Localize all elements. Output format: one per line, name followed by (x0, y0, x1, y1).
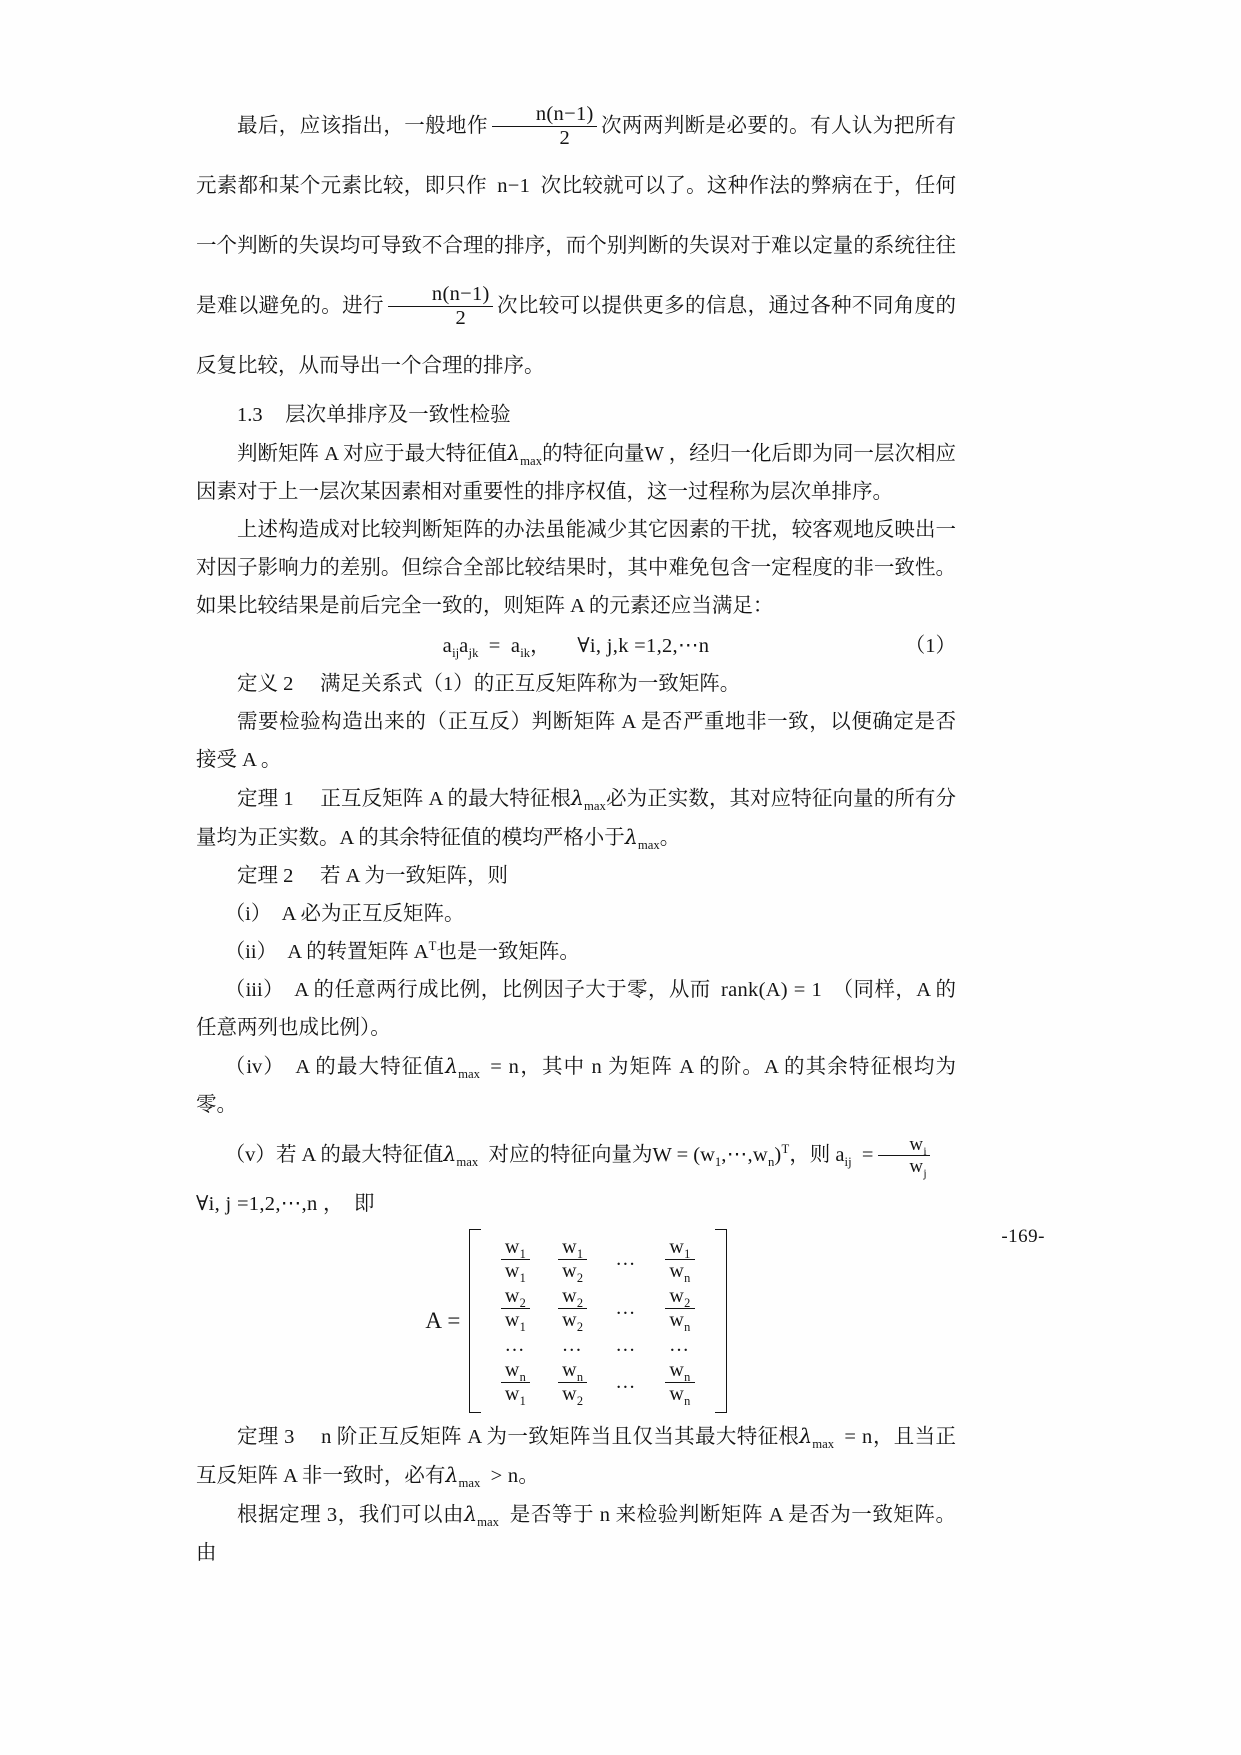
page-content (196, 96, 956, 1572)
theorem-2-text: 若 A 为一致矩阵，则 (320, 865, 508, 887)
item-iv-text-b: ，其中 n 为矩阵 A 的阶。A 的其余特征根均为零。 (196, 1056, 956, 1116)
lambda-symbol: λ (624, 825, 638, 849)
paragraph-intro (196, 96, 956, 396)
item-v-text-a: 若 A 的最大特征值 (275, 1144, 444, 1166)
theorem-2-item-iii (196, 971, 956, 1047)
fraction-n-n-minus-1-over-2-first (492, 103, 597, 150)
p3-text: 上述构造成对比较判断矩阵的办法虽能减少其它因素的干扰，较客观地反映出一对因子影响力的差别。但综合全部比较结果时，其中难免包含一定程度的非一致性。如果比较结果是前后完全一致的，则矩阵 A 的元素还应当满足： (196, 519, 956, 617)
w-subscript-1: 1 (714, 1155, 722, 1170)
fraction-numerator: n(n−1) (431, 282, 490, 305)
eq1-equals: = (488, 635, 501, 657)
definition-2-text: 满足关系式（1）的正互反矩阵称为一致矩阵。 (320, 673, 741, 695)
lambda-symbol: λ (445, 1463, 459, 1487)
theorem-3-label: 定理 3 (237, 1426, 295, 1448)
matrix-cell: $\frac{w_n}{w_2}$ (544, 1358, 601, 1407)
section-title: 层次单排序及一致性检验 (285, 404, 511, 426)
lambda-subscript: max (458, 1476, 481, 1491)
item-v-vector-close: ) (774, 1144, 782, 1166)
paragraph-conclusion (196, 1495, 956, 1572)
theorem-3 (196, 1417, 956, 1495)
matrix-cell-ellipsis: … (561, 1334, 584, 1356)
lambda-symbol: λ (464, 1502, 478, 1526)
fraction-denominator: 2 (388, 306, 493, 330)
transpose-superscript: T (781, 1142, 790, 1157)
item-iii-text-a: A 的任意两行成比例，比例因子大于零，从而 (294, 979, 711, 1001)
item-i-text: A 必为正互反矩阵。 (281, 903, 465, 925)
lambda-subscript: max (637, 838, 660, 853)
transpose-superscript: T (428, 939, 437, 954)
theorem-2 (196, 857, 956, 895)
theorem-3-text-c: 。 (518, 1465, 539, 1487)
rank-expression: rank(A) = 1 (720, 979, 822, 1001)
item-ii-text-b: 也是一致矩阵。 (436, 941, 580, 963)
item-v-vector-middle: ,⋯,w (721, 1144, 769, 1166)
p1-tail-text-2: 次比较可以提供更多的信息，通过各种不同角度的反复比较，从而导出一个合理的排序。 (196, 295, 956, 377)
item-v-quantifier-line (196, 1185, 956, 1223)
p1-tail-text: 次比较就可以了。这种作法的弊病在于，任何一个判断的失误均可导致不合理的排序，而个别判断的失误对于难以定量的系统往往是难以避免的。进行 (196, 175, 957, 317)
item-ii-text-a: A 的转置矩阵 A (287, 941, 429, 963)
fraction-denominator: $w_j$ (878, 1155, 930, 1177)
item-iv-text-a: A 的最大特征值 (295, 1056, 446, 1078)
lambda-subscript: max (520, 454, 543, 469)
p1-text-after-fraction: 次两两判断是必要的。有人认为把所有元素都和某个元素比较，即只作 (196, 115, 957, 197)
theorem-3-text-b: ，且当正互反矩阵 A 非一致时，必有 (196, 1426, 956, 1487)
eq1-a-ij-subscript: ij (452, 646, 460, 661)
p1-text-before-fraction: 最后，应该指出，一般地作 (237, 115, 488, 137)
fraction-denominator: 2 (492, 126, 597, 150)
fraction-numerator: $w_i$ (909, 1133, 927, 1158)
item-v-quantifier: ∀i, j =1,2,⋯,n ， (196, 1193, 344, 1215)
matrix-cell: $\frac{w_2}{w_n}$ (651, 1284, 708, 1333)
eq1-a-jk-subscript: jk (468, 646, 479, 661)
item-ii-marker: （ii） (224, 941, 278, 963)
matrix-row (487, 1235, 709, 1284)
paragraph-single-ranking (196, 434, 956, 511)
fraction-wi-over-wj (878, 1133, 930, 1180)
theorem-3-inequality: > n (490, 1465, 519, 1487)
matrix-cell: $\frac{w_1}{w_1}$ (487, 1235, 544, 1284)
eq1-comma: ， (530, 635, 551, 657)
lambda-symbol: λ (507, 441, 521, 465)
matrix-display-A (196, 1229, 956, 1413)
matrix-cell: $\frac{w_1}{w_2}$ (544, 1235, 601, 1284)
theorem-2-label: 定理 2 (237, 865, 294, 887)
lambda-subscript: max (458, 1067, 480, 1082)
item-iii-marker: （iii） (224, 979, 284, 1001)
lambda-subscript: max (812, 1437, 835, 1452)
matrix-row (487, 1333, 709, 1358)
matrix-cell-ellipsis: … (615, 1297, 638, 1319)
section-number: 1.3 (237, 404, 263, 426)
lambda-symbol: λ (571, 786, 585, 810)
definition-2-label: 定义 2 (237, 673, 294, 695)
page-number: -169- (1001, 1226, 1045, 1247)
lambda-symbol: λ (445, 1054, 459, 1078)
matrix-cell: $\frac{w_n}{w_n}$ (651, 1358, 708, 1407)
equation-number-1: （1） (904, 635, 956, 657)
eq1-quantifier: ∀i, j,k =1,2,⋯n (577, 635, 710, 657)
matrix-cell: $\frac{w_2}{w_2}$ (544, 1284, 601, 1333)
eq1-a-ik-subscript: ik (520, 646, 531, 661)
theorem-3-text-a: n 阶正互反矩阵 A 为一致矩阵当且仅当其最大特征根 (321, 1426, 800, 1448)
eq1-a-ik: a (510, 635, 521, 657)
paragraph-consistency-intro (196, 511, 956, 625)
w-subscript-n: n (768, 1155, 775, 1170)
fraction-numerator: n(n−1) (535, 102, 594, 125)
matrix-cell-ellipsis: … (669, 1334, 692, 1356)
lambda-subscript: max (456, 1155, 479, 1170)
matrix-cell-ellipsis: … (615, 1334, 638, 1356)
eq1-a-jk: a (459, 635, 469, 657)
matrix-cell: $\frac{w_n}{w_1}$ (487, 1358, 544, 1407)
item-v-marker: （v） (224, 1144, 276, 1166)
matrix-row (487, 1358, 709, 1407)
fraction-n-n-minus-1-over-2-second (388, 283, 493, 330)
item-v-text-b: 对应的特征向量为W = (w (488, 1144, 715, 1166)
section-heading-1-3 (196, 396, 956, 434)
theorem-3-equation: = n (844, 1426, 873, 1448)
matrix-table (487, 1235, 709, 1407)
item-iv-marker: （iv） (224, 1056, 286, 1078)
lambda-subscript: max (477, 1515, 499, 1530)
equation-1-body (443, 627, 710, 665)
theorem-1-text-a: 正互反矩阵 A 的最大特征根 (320, 788, 572, 810)
lambda-subscript: max (584, 799, 606, 814)
item-v-tail: 即 (354, 1193, 375, 1215)
p4-text: 需要检验构造出来的（正互反）判断矩阵 A 是否严重地非一致，以便确定是否接受 A 。 (196, 711, 956, 771)
theorem-1-text-c: 。 (659, 827, 681, 849)
matrix-label-A-equals: A = (425, 1308, 461, 1333)
matrix-cell-ellipsis: … (615, 1371, 638, 1393)
theorem-2-item-ii (196, 933, 956, 971)
lambda-symbol: λ (443, 1142, 457, 1166)
theorem-1-label: 定理 1 (237, 788, 294, 810)
p5-text-a: 根据定理 3，我们可以由 (237, 1504, 465, 1526)
theorem-1-text-b: 必为正实数，其对应特征向量的所有分量均为正实数。A 的其余特征值的模均严格小于 (196, 788, 956, 849)
eq1-a-ij: a (442, 635, 453, 657)
theorem-2-item-iv (196, 1047, 956, 1124)
p2-text-b: 的特征向量W ，经归一化后即为同一层次相应因素对于上一层次某因素相对重要性的排序权值，这一过程称为层次单排序。 (196, 443, 956, 503)
paragraph-need-check (196, 703, 956, 779)
item-iii-text-b: （同样，A 的任意两列也成比例）。 (196, 979, 956, 1039)
item-v-equals: = (861, 1144, 874, 1166)
item-v-text-c: ，则 a (789, 1144, 845, 1166)
item-i-marker: （i） (224, 903, 272, 925)
a-ij-subscript: ij (844, 1155, 852, 1170)
matrix-cell-ellipsis: … (504, 1334, 527, 1356)
lambda-symbol: λ (799, 1424, 813, 1448)
item-iv-equation: = n (490, 1056, 520, 1078)
matrix-cell: $\frac{w_1}{w_n}$ (651, 1235, 708, 1284)
theorem-2-item-i (196, 895, 956, 933)
definition-2 (196, 665, 956, 703)
p5-text-b: 是否等于 n 来检验判断矩阵 A 是否为一致矩阵。由 (196, 1504, 956, 1564)
display-equation-1 (196, 627, 956, 665)
inline-math-n-minus-1: n−1 (497, 175, 531, 197)
matrix-row (487, 1284, 709, 1333)
matrix-cell-ellipsis: … (615, 1248, 638, 1270)
matrix-cell: $\frac{w_2}{w_1}$ (487, 1284, 544, 1333)
theorem-1 (196, 779, 956, 857)
matrix-brackets (469, 1229, 727, 1413)
theorem-2-item-v (196, 1124, 956, 1185)
p2-text-a: 判断矩阵 A 对应于最大特征值 (237, 443, 508, 465)
